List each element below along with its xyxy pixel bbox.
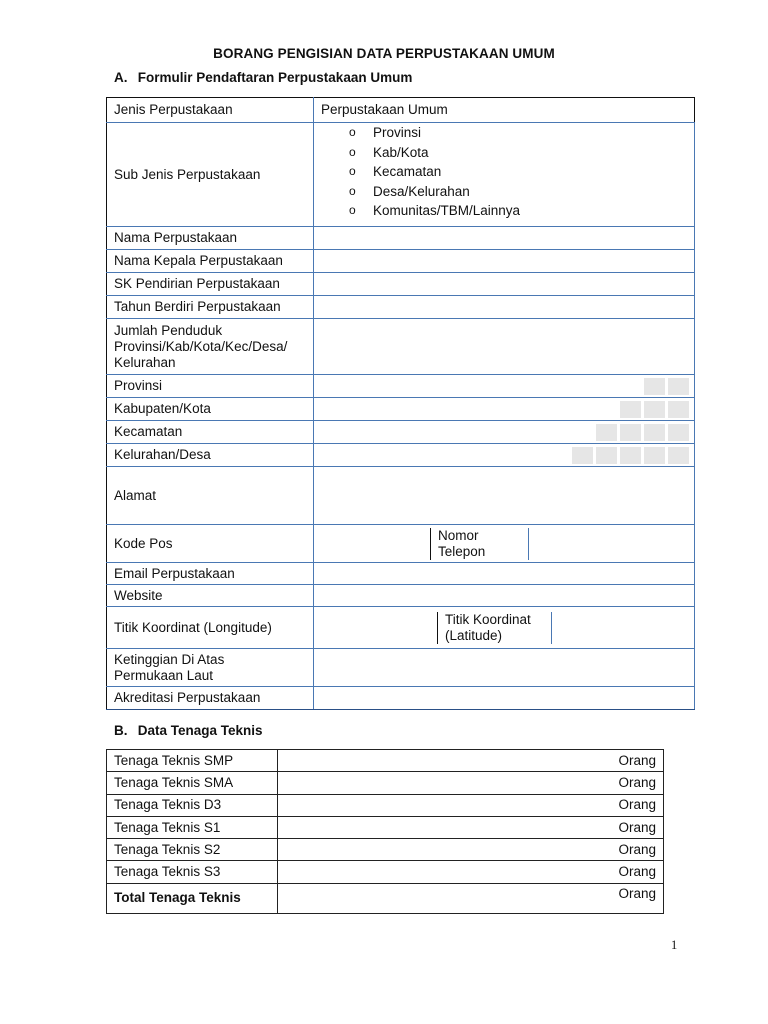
tenaga-sma-label: Tenaga Teknis SMA (107, 772, 278, 794)
tenaga-smp-label: Tenaga Teknis SMP (107, 750, 278, 772)
kecamatan-code-boxes (321, 424, 694, 441)
kepala-field[interactable] (314, 250, 695, 273)
jumlah-penduduk-field[interactable] (314, 319, 695, 375)
koordinat-row (314, 607, 695, 649)
sub-jenis-label: Sub Jenis Perpustakaan (107, 123, 314, 227)
jenis-value: Perpustakaan Umum (314, 98, 695, 123)
kabupaten-field[interactable] (314, 398, 695, 421)
page-number: 1 (671, 938, 678, 952)
kecamatan-field[interactable] (314, 421, 695, 444)
option-bullet-icon: o (349, 203, 356, 217)
code-box[interactable] (668, 378, 689, 395)
sk-field[interactable] (314, 273, 695, 296)
code-box[interactable] (620, 447, 641, 464)
ketinggian-line-1: Ketinggian Di Atas (114, 651, 225, 667)
section-b-title: Data Tenaga Teknis (137, 723, 263, 738)
table-row (107, 816, 664, 838)
kelurahan-field[interactable] (314, 444, 695, 467)
option-label: Kab/Kota (373, 144, 429, 160)
option-kab-kota[interactable] (341, 143, 694, 163)
tahun-field[interactable] (314, 296, 695, 319)
code-box[interactable] (572, 447, 593, 464)
code-box[interactable] (644, 378, 665, 395)
option-provinsi[interactable] (341, 123, 694, 143)
longitude-label: Titik Koordinat (Longitude) (107, 607, 314, 649)
section-b-number: B. (114, 723, 128, 738)
table-row (107, 750, 664, 772)
table-row (107, 772, 664, 794)
tenaga-sma-field[interactable]: Orang (278, 772, 664, 794)
tenaga-smp-field[interactable]: Orang (278, 750, 664, 772)
kode-pos-telepon-row (314, 525, 695, 563)
code-box[interactable] (644, 424, 665, 441)
code-box[interactable] (668, 401, 689, 418)
sub-jenis-option-list (321, 123, 694, 221)
tenaga-d3-label: Tenaga Teknis D3 (107, 794, 278, 816)
option-kecamatan[interactable] (341, 162, 694, 182)
jumlah-penduduk-line-3: Kelurahan (114, 354, 176, 370)
option-komunitas[interactable] (341, 201, 694, 221)
kecamatan-label: Kecamatan (107, 421, 314, 444)
website-field[interactable] (314, 585, 695, 607)
code-box[interactable] (668, 424, 689, 441)
table-row (107, 794, 664, 816)
total-label: Total Tenaga Teknis (107, 883, 278, 913)
section-a-heading (114, 70, 412, 85)
code-box[interactable] (620, 401, 641, 418)
kode-pos-telepon-split (314, 528, 694, 560)
table-row (107, 861, 664, 883)
tenaga-teknis-table (106, 749, 664, 914)
registration-form-table (106, 97, 695, 710)
table-row-total (107, 883, 664, 913)
nomor-telepon-line-1: Nomor (438, 527, 479, 543)
nomor-telepon-line-2: Telepon (438, 543, 486, 559)
kelurahan-code-boxes (321, 447, 694, 464)
provinsi-field[interactable] (314, 375, 695, 398)
nomor-telepon-label (431, 528, 529, 560)
option-label: Provinsi (373, 125, 422, 140)
longitude-field[interactable] (314, 612, 438, 644)
jumlah-penduduk-line-2: Provinsi/Kab/Kota/Kec/Desa/ (114, 338, 288, 354)
ketinggian-field[interactable] (314, 649, 695, 687)
kabupaten-code-boxes (321, 401, 694, 418)
jumlah-penduduk-line-1: Jumlah Penduduk (114, 322, 223, 338)
provinsi-code-boxes (321, 378, 694, 395)
option-bullet-icon: o (349, 164, 356, 178)
provinsi-label: Provinsi (107, 375, 314, 398)
jenis-label: Jenis Perpustakaan (107, 98, 314, 123)
option-label: Desa/Kelurahan (373, 183, 470, 199)
tenaga-s1-field[interactable]: Orang (278, 816, 664, 838)
email-field[interactable] (314, 563, 695, 585)
section-a-number: A. (114, 70, 128, 85)
option-bullet-icon: o (349, 125, 356, 139)
tahun-label: Tahun Berdiri Perpustakaan (107, 296, 314, 319)
option-label: Komunitas/TBM/Lainnya (373, 203, 521, 218)
document-title: BORANG PENGISIAN DATA PERPUSTAKAAN UMUM (213, 46, 555, 61)
koordinat-split (314, 612, 694, 644)
tenaga-d3-field[interactable]: Orang (278, 794, 664, 816)
latitude-field[interactable] (552, 612, 695, 644)
code-box[interactable] (644, 401, 665, 418)
nama-label: Nama Perpustakaan (107, 227, 314, 250)
latitude-label (438, 612, 552, 644)
alamat-field[interactable] (314, 467, 695, 525)
akreditasi-label: Akreditasi Perpustakaan (107, 687, 314, 710)
tenaga-s3-label: Tenaga Teknis S3 (107, 861, 278, 883)
option-bullet-icon: o (349, 144, 356, 159)
kabupaten-label: Kabupaten/Kota (107, 398, 314, 421)
code-box[interactable] (620, 424, 641, 441)
tenaga-s2-field[interactable]: Orang (278, 839, 664, 861)
tenaga-s3-field[interactable]: Orang (278, 861, 664, 883)
section-a-title: Formulir Pendaftaran Perpustakaan Umum (137, 70, 413, 85)
sub-jenis-options (314, 123, 695, 227)
code-box[interactable] (596, 424, 617, 441)
kepala-label: Nama Kepala Perpustakaan (107, 250, 314, 273)
code-box[interactable] (644, 447, 665, 464)
latitude-line-2: (Latitude) (445, 627, 503, 643)
option-bullet-icon: o (349, 183, 356, 198)
akreditasi-field[interactable] (314, 687, 695, 710)
tenaga-s1-label: Tenaga Teknis S1 (107, 816, 278, 838)
kode-pos-label: Kode Pos (107, 525, 314, 563)
website-label: Website (107, 585, 314, 607)
ketinggian-line-2: Permukaan Laut (114, 667, 214, 683)
ketinggian-label (107, 649, 314, 687)
option-label: Kecamatan (373, 164, 442, 179)
nomor-telepon-field[interactable] (529, 528, 695, 560)
option-desa-kelurahan[interactable] (341, 182, 694, 202)
sk-label: SK Pendirian Perpustakaan (107, 273, 314, 296)
section-b-heading (114, 723, 263, 738)
code-box[interactable] (596, 447, 617, 464)
jumlah-penduduk-label (107, 319, 314, 375)
nama-field[interactable] (314, 227, 695, 250)
table-row (107, 839, 664, 861)
latitude-line-1: Titik Koordinat (445, 611, 531, 627)
alamat-label: Alamat (107, 467, 314, 525)
tenaga-s2-label: Tenaga Teknis S2 (107, 839, 278, 861)
total-field[interactable]: Orang (278, 883, 664, 913)
kelurahan-label: Kelurahan/Desa (107, 444, 314, 467)
code-box[interactable] (668, 447, 689, 464)
email-label: Email Perpustakaan (107, 563, 314, 585)
kode-pos-field[interactable] (314, 528, 431, 560)
